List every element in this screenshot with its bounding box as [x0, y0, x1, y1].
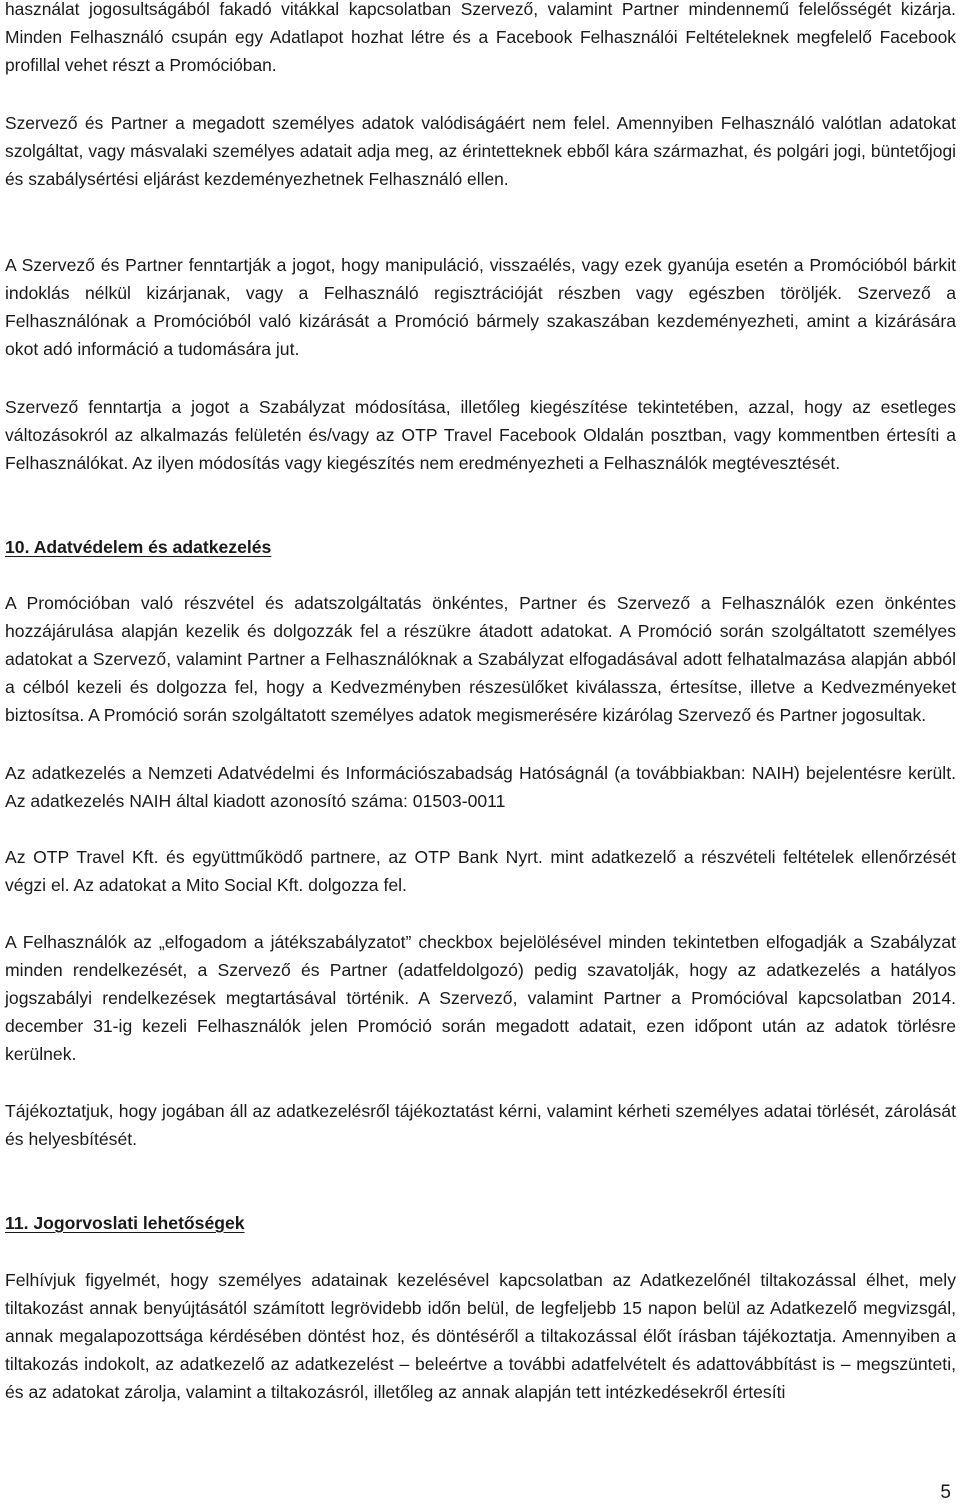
objection-paragraph: Felhívjuk figyelmét, hogy személyes adatainak kezelésével kapcsolatban az Adatkezelőnél tiltakozással élhet, mely tiltakozást annak benyújtásától számított legrövidebb időn belül, de legfeljebb 15 napon belül az Adatkezelő megvizsgál, annak megalapozottsága kérdésében döntést hoz, és döntéséről a tiltakozással élőt írásban tájékoztatja. Amennyiben a tiltakozás indokolt, az adatkezelő az adatkezelést – beleértve a további adatfelvételt és adattovábbítást is – megszünteti, és az adatokat zárolja, valamint a tiltakozásról, illetőleg az annak alapján tett intézkedésekről értesíti	[5, 1270, 956, 1402]
validity-paragraph: Szervező és Partner a megadott személyes adatok valódiságáért nem felel. Amennyiben Felhasználó valótlan adatokat szolgáltat, vagy másvalaki személyes adatait adja meg, az érintetteknek ebből kára származhat, és polgári jogi, büntetőjogi és szabálysértési eljárást kezdeményezhetnek Felhasználó ellen.	[5, 113, 956, 189]
page-number: 5	[940, 1482, 951, 1503]
section-10-heading: 10. Adatvédelem és adatkezelés	[5, 537, 272, 557]
section-11-heading: 11. Jogorvoslati lehetőségek	[5, 1213, 245, 1233]
voluntary-data-paragraph: A Promócióban való részvétel és adatszolgáltatás önkéntes, Partner és Szervező a Felhasználók ezen önkéntes hozzájárulása alapján kezelik és dolgozzák fel a részükre átadott adatokat. A Promóció során szolgáltatott személyes adatokat a Szervező, valamint Partner a Felhasználóknak a Szabályzat elfogadásával adott felhatalmazása alapján abból a célból kezeli és dolgozza fel, hogy a Kedvezményben részesülőket kiválassza, értesítse, illetve a Kedvezményeket biztosítsa. A Promóció során szolgáltatott személyes adatok megismerésére kizárólag Szervező és Partner jogosultak.	[5, 593, 956, 725]
information-rights-paragraph: Tájékoztatjuk, hogy jogában áll az adatkezelésről tájékoztatást kérni, valamint kérheti személyes adatai törlését, zárolását és helyesbítését.	[5, 1101, 956, 1149]
modification-paragraph: Szervező fenntartja a jogot a Szabályzat módosítása, illetőleg kiegészítése tekintetében, azzal, hogy az esetleges változásokról az alkalmazás felületén és/vagy az OTP Travel Facebook Oldalán posztban, vagy kommentben értesíti a Felhasználókat. Az ilyen módosítás vagy kiegészítés nem eredményezheti a Felhasználók megtévesztését.	[5, 397, 956, 473]
naih-paragraph: Az adatkezelés a Nemzeti Adatvédelmi és Információszabadság Hatóságnál (a továbbiakban: NAIH) bejelentésre került. Az adatkezelés NAIH által kiadott azonosító száma: 01503-0011	[5, 763, 956, 811]
checkbox-acceptance-paragraph: A Felhasználók az „elfogadom a játékszabályzatot” checkbox bejelölésével minden tekintetben elfogadják a Szabályzat minden rendelkezését, a Szervező és Partner (adatfeldolgozó) pedig szavatolják, hogy az adatkezelés a hatályos jogszabályi rendelkezések megtartásával történik. A Szervező, valamint Partner a Promócióval kapcsolatban 2014. december 31-ig kezeli Felhasználók jelen Promóció során megadott adatait, ezen időpont után az adatok törlésre kerülnek.	[5, 932, 956, 1064]
exclusion-paragraph: A Szervező és Partner fenntartják a jogot, hogy manipuláció, visszaélés, vagy ezek gyanúja esetén a Promócióból bárkit indoklás nélkül kizárjanak, vagy a Felhasználó regisztrációját részben vagy egészben töröljék. Szervező a Felhasználónak a Promócióból való kizárását a Promóció bármely szakaszában kezdeményezheti, amint a kizárására okot adó információ a tudomására jut.	[5, 255, 956, 359]
otp-paragraph: Az OTP Travel Kft. és együttműködő partnere, az OTP Bank Nyrt. mint adatkezelő a részvételi feltételek ellenőrzését végzi el. Az adatokat a Mito Social Kft. dolgozza fel.	[5, 847, 956, 895]
intro-paragraph: használat jogosultságából fakadó vitákkal kapcsolatban Szervező, valamint Partner mindennemű felelősségét kizárja. Minden Felhasználó csupán egy Adatlapot hozhat létre és a Facebook Felhasználói Feltételeknek megfelelő Facebook profillal vehet részt a Promócióban.	[5, 0, 956, 75]
